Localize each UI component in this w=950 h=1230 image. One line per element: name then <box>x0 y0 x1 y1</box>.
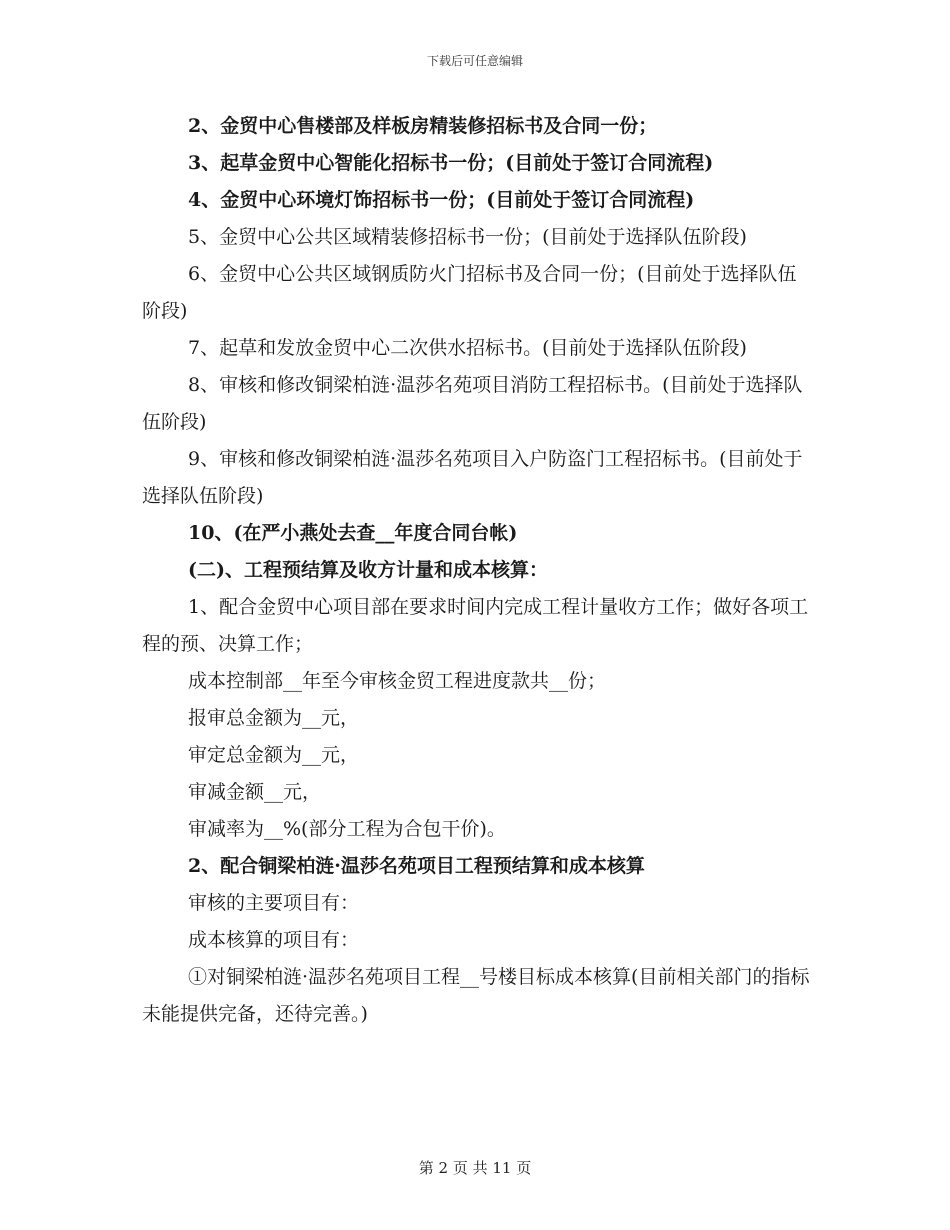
paragraph: 1、配合金贸中心项目部在要求时间内完成工程计量收方工作；做好各项工程的预、决算工作； <box>142 596 809 655</box>
paragraph: 成本控制部__年至今审核金贸工程进度款共__份； <box>188 670 607 692</box>
paragraph: 7、起草和发放金贸中心二次供水招标书。(目前处于选择队伍阶段) <box>188 337 747 359</box>
paragraph: 审核的主要项目有： <box>188 892 360 914</box>
paragraph: 4、金贸中心环境灯饰招标书一份；(目前处于签订合同流程) <box>188 189 695 211</box>
paragraph: 9、审核和修改铜梁柏涟·温莎名苑项目入户防盗门工程招标书。(目前处于选择队伍阶段) <box>142 448 803 507</box>
paragraph: 审定总金额为__元， <box>188 744 360 766</box>
paragraph: ①对铜梁柏涟·温莎名苑项目工程__号楼目标成本核算(目前相关部门的指标未能提供完备，还待完善。) <box>142 966 810 1025</box>
paragraph: 6、金贸中心公共区域钢质防火门招标书及合同一份；(目前处于选择队伍阶段) <box>142 263 797 322</box>
paragraph: 成本核算的项目有： <box>188 929 360 951</box>
paragraph: 3、起草金贸中心智能化招标书一份；(目前处于签订合同流程) <box>188 152 714 174</box>
paragraph: 8、审核和修改铜梁柏涟·温莎名苑项目消防工程招标书。(目前处于选择队伍阶段) <box>142 374 803 433</box>
section-heading: (二)、工程预结算及收方计量和成本核算： <box>188 559 548 581</box>
paragraph: 2、配合铜梁柏涟·温莎名苑项目工程预结算和成本核算 <box>188 855 645 877</box>
paragraph: 10、(在严小燕处去查__年度合同台帐) <box>188 522 518 544</box>
document-body <box>142 108 810 1033</box>
page-header: 下载后可任意编辑 <box>426 54 523 68</box>
paragraph: 审减率为__%(部分工程为合包干价)。 <box>188 818 506 840</box>
paragraph: 5、金贸中心公共区域精装修招标书一份；(目前处于选择队伍阶段) <box>188 226 747 248</box>
paragraph: 审减金额__元， <box>188 781 322 803</box>
paragraph: 2、金贸中心售楼部及样板房精装修招标书及合同一份； <box>188 115 658 137</box>
paragraph: 报审总金额为__元， <box>188 707 360 729</box>
page-footer: 第 2 页 共 11 页 <box>418 1159 532 1177</box>
